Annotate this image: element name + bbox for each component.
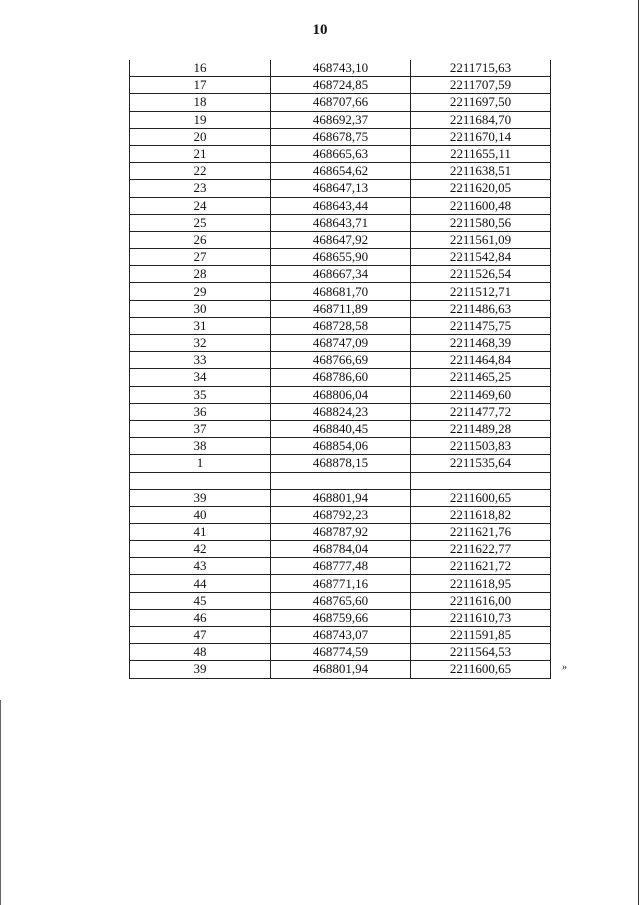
closing-quote-mark: » [562,662,567,673]
table-row [130,592,551,609]
x-coordinate-cell: 468787,92 [271,523,411,540]
point-number-cell: 20 [130,128,271,145]
y-coordinate-cell: 2211600,65 [411,489,551,506]
point-number-cell: 38 [130,438,271,455]
scan-edge-left [0,700,1,905]
y-coordinate-cell: 2211564,53 [411,644,551,661]
y-coordinate-cell: 2211697,50 [411,94,551,111]
point-number-cell: 44 [130,575,271,592]
y-coordinate-cell: 2211638,51 [411,163,551,180]
y-coordinate-cell: 2211464,84 [411,352,551,369]
point-number-cell: 31 [130,317,271,334]
y-coordinate-cell: 2211600,48 [411,197,551,214]
y-coordinate-cell: 2211616,00 [411,592,551,609]
table-row [130,541,551,558]
point-number-cell: 45 [130,592,271,609]
table-row [130,644,551,661]
x-coordinate-cell: 468878,15 [271,455,411,472]
y-coordinate-cell: 2211465,25 [411,369,551,386]
x-coordinate-cell: 468771,16 [271,575,411,592]
y-coordinate-cell: 2211503,83 [411,438,551,455]
table-row [130,94,551,111]
x-coordinate-cell: 468711,89 [271,300,411,317]
point-number-cell: 26 [130,231,271,248]
table-row [130,60,551,77]
x-coordinate-cell: 468743,07 [271,627,411,644]
table-row [130,214,551,231]
x-coordinate-cell: 468806,04 [271,386,411,403]
y-coordinate-cell: 2211655,11 [411,145,551,162]
table-row [130,145,551,162]
table-row [130,489,551,506]
y-coordinate-cell: 2211542,84 [411,249,551,266]
y-coordinate-cell: 2211591,85 [411,627,551,644]
table-row [130,420,551,437]
x-coordinate-cell: 468774,59 [271,644,411,661]
table-row [130,575,551,592]
point-number-cell: 32 [130,335,271,352]
table-row [130,403,551,420]
table-row [130,163,551,180]
table-row [130,111,551,128]
coordinates-table [129,60,551,679]
y-coordinate-cell: 2211610,73 [411,609,551,626]
table-row [130,558,551,575]
x-coordinate-cell: 468840,45 [271,420,411,437]
x-coordinate-cell: 468665,63 [271,145,411,162]
point-number-cell: 29 [130,283,271,300]
table-row [130,300,551,317]
y-coordinate-cell: 2211715,63 [411,60,551,77]
y-coordinate-cell: 2211489,28 [411,420,551,437]
point-number-cell: 27 [130,249,271,266]
point-number-cell: 43 [130,558,271,575]
scan-edge-right [638,0,639,905]
point-number-cell: 46 [130,609,271,626]
table-row [130,77,551,94]
x-coordinate-cell: 468681,70 [271,283,411,300]
y-coordinate-cell: 2211618,95 [411,575,551,592]
x-coordinate-cell: 468784,04 [271,541,411,558]
y-coordinate-cell: 2211670,14 [411,128,551,145]
table-row [130,128,551,145]
table-row [130,661,551,678]
x-coordinate-cell: 468786,60 [271,369,411,386]
point-number-cell: 21 [130,145,271,162]
x-coordinate-cell: 468801,94 [271,661,411,678]
x-coordinate-cell: 468647,92 [271,231,411,248]
x-coordinate-cell: 468724,85 [271,77,411,94]
y-coordinate-cell: 2211621,76 [411,523,551,540]
page-number: 10 [312,22,328,38]
scan-artifact [76,6,100,8]
x-coordinate-cell: 468766,69 [271,352,411,369]
point-number-cell: 1 [130,455,271,472]
point-number-cell: 22 [130,163,271,180]
x-coordinate-cell: 468824,23 [271,403,411,420]
y-coordinate-cell: 2211468,39 [411,335,551,352]
x-coordinate-cell: 468654,62 [271,163,411,180]
table-row [130,352,551,369]
point-number-cell: 41 [130,523,271,540]
y-coordinate-cell: 2211580,56 [411,214,551,231]
x-coordinate-cell: 468801,94 [271,489,411,506]
point-number-cell: 17 [130,77,271,94]
point-number-cell: 35 [130,386,271,403]
y-coordinate-cell: 2211512,71 [411,283,551,300]
table-row [130,627,551,644]
point-number-cell: 16 [130,60,271,77]
x-coordinate-cell: 468647,13 [271,180,411,197]
x-coordinate-cell: 468692,37 [271,111,411,128]
point-number-cell: 39 [130,489,271,506]
point-number-cell: 19 [130,111,271,128]
empty-cell [130,472,271,489]
x-coordinate-cell: 468765,60 [271,592,411,609]
y-coordinate-cell: 2211475,75 [411,317,551,334]
table-row [130,455,551,472]
y-coordinate-cell: 2211535,64 [411,455,551,472]
table-row [130,180,551,197]
table-row [130,523,551,540]
point-number-cell: 25 [130,214,271,231]
empty-cell [271,472,411,489]
empty-cell [411,472,551,489]
table-spacer-row [130,472,551,489]
y-coordinate-cell: 2211620,05 [411,180,551,197]
x-coordinate-cell: 468854,06 [271,438,411,455]
y-coordinate-cell: 2211469,60 [411,386,551,403]
x-coordinate-cell: 468707,66 [271,94,411,111]
point-number-cell: 37 [130,420,271,437]
point-number-cell: 28 [130,266,271,283]
point-number-cell: 39 [130,661,271,678]
table-row [130,438,551,455]
table-row [130,506,551,523]
point-number-cell: 24 [130,197,271,214]
point-number-cell: 36 [130,403,271,420]
table-row [130,386,551,403]
table-row [130,317,551,334]
table-row [130,249,551,266]
point-number-cell: 23 [130,180,271,197]
y-coordinate-cell: 2211707,59 [411,77,551,94]
point-number-cell: 40 [130,506,271,523]
coordinates-table-body [130,60,551,678]
table-row [130,369,551,386]
x-coordinate-cell: 468643,71 [271,214,411,231]
x-coordinate-cell: 468743,10 [271,60,411,77]
table-row [130,231,551,248]
x-coordinate-cell: 468678,75 [271,128,411,145]
table-row [130,283,551,300]
point-number-cell: 34 [130,369,271,386]
y-coordinate-cell: 2211561,09 [411,231,551,248]
y-coordinate-cell: 2211526,54 [411,266,551,283]
y-coordinate-cell: 2211618,82 [411,506,551,523]
y-coordinate-cell: 2211600,65 [411,661,551,678]
y-coordinate-cell: 2211477,72 [411,403,551,420]
x-coordinate-cell: 468792,23 [271,506,411,523]
x-coordinate-cell: 468667,34 [271,266,411,283]
y-coordinate-cell: 2211486,63 [411,300,551,317]
x-coordinate-cell: 468655,90 [271,249,411,266]
point-number-cell: 18 [130,94,271,111]
table-row [130,609,551,626]
y-coordinate-cell: 2211621,72 [411,558,551,575]
x-coordinate-cell: 468747,09 [271,335,411,352]
point-number-cell: 48 [130,644,271,661]
table-row [130,197,551,214]
table-row [130,266,551,283]
point-number-cell: 42 [130,541,271,558]
y-coordinate-cell: 2211684,70 [411,111,551,128]
point-number-cell: 47 [130,627,271,644]
y-coordinate-cell: 2211622,77 [411,541,551,558]
x-coordinate-cell: 468777,48 [271,558,411,575]
point-number-cell: 30 [130,300,271,317]
x-coordinate-cell: 468728,58 [271,317,411,334]
x-coordinate-cell: 468759,66 [271,609,411,626]
point-number-cell: 33 [130,352,271,369]
x-coordinate-cell: 468643,44 [271,197,411,214]
table-row [130,335,551,352]
